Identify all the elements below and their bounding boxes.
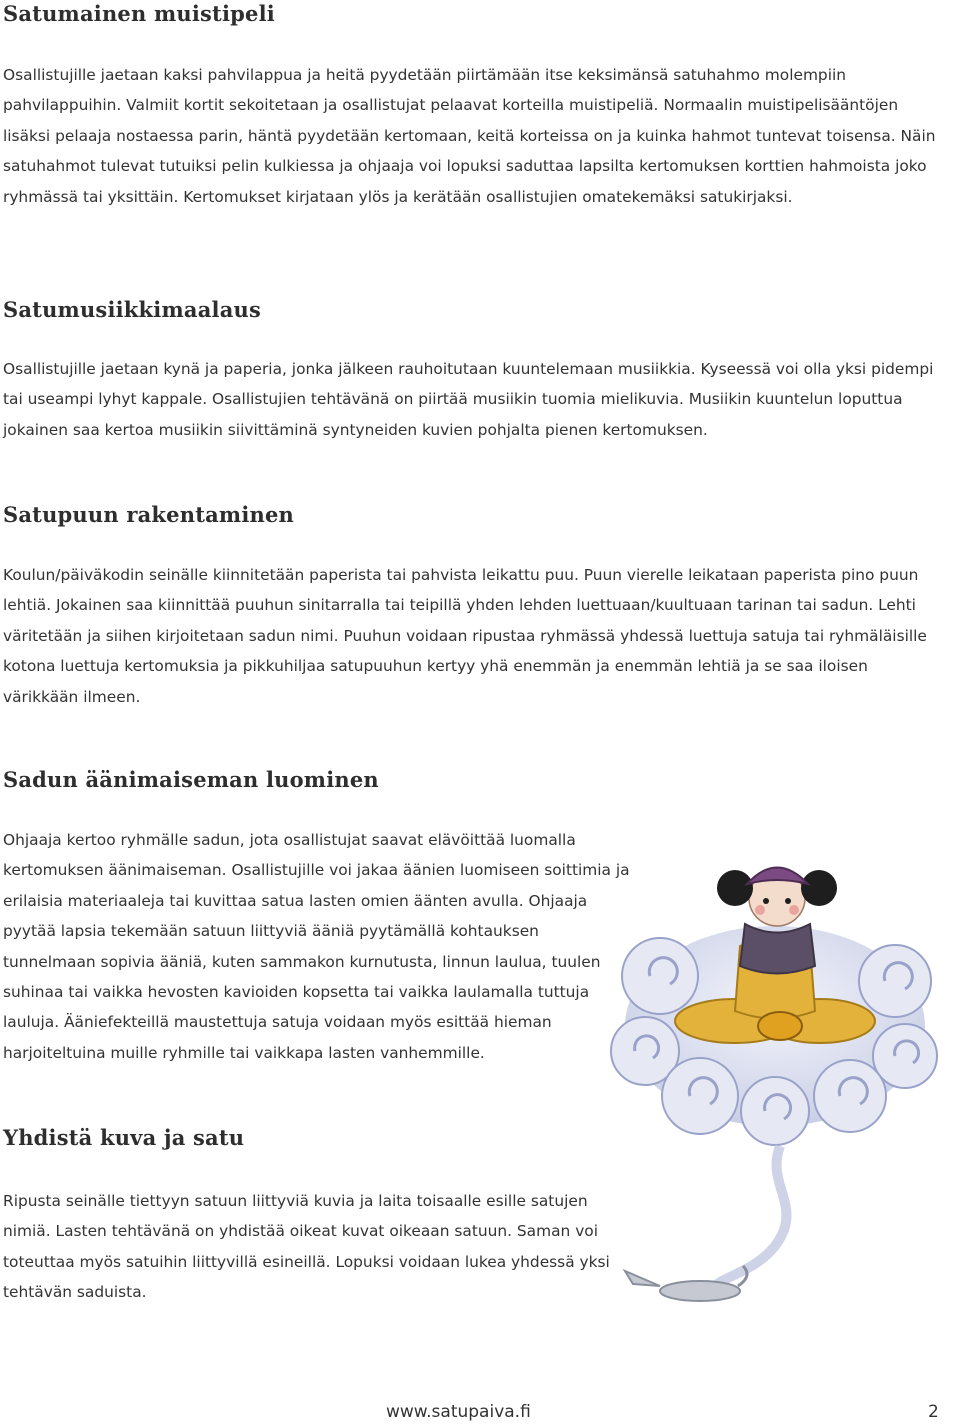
section-heading: Yhdistä kuva ja satu xyxy=(3,1125,245,1150)
section-aanimaisema xyxy=(3,766,643,1068)
section-body: Ohjaaja kertoo ryhmälle sadun, jota osallistujat saavat elävöittää luomalla kertomuksen äänimaiseman. Osallistujille voi jakaa äänien luomiseen soittimia ja erilaisia materiaaleja tai kuvittaa satua lasten omien äänten avulla. Ohjaaja pyytää lapsia tekemään satuun liittyviä ääniä pyytämällä kohtauksen tunnelmaan sopivia ääniä, kuten sammakon kurnutusta, linnun laulua, tuulen suhinaa tai vaikka hevosten kavioiden kopsetta tai vaikka laulamalla tuttuja lauluja. Ääniefekteillä maustettuja satuja voidaan myös esittää hieman harjoiteltuina muille ryhmille tai vaikkapa lasten vanhemmille. xyxy=(3,831,630,1062)
section-heading: Satumainen muistipeli xyxy=(3,1,275,26)
section-heading: Satumusiikkimaalaus xyxy=(3,297,261,322)
page-number: 2 xyxy=(928,1402,939,1422)
section-body: Osallistujille jaetaan kynä ja paperia, jonka jälkeen rauhoitutaan kuuntelemaan musiikkia. Kyseessä voi olla yksi pidempi tai useampi lyhyt kappale. Osallistujien tehtävänä on piirtää musiikin tuomia mielikuvia. Musiikin kuuntelun loputtua jokainen saa kertoa musiikin siivittäminä syntyneiden kuvien pohjalta pienen kertomuksen. xyxy=(3,360,934,439)
section-heading: Satupuun rakentaminen xyxy=(3,502,294,527)
section-body: Osallistujille jaetaan kaksi pahvilappua ja heitä pyydetään piirtämään itse keksimänsä satuhahmo molempiin pahvilappuihin. Valmiit kortit sekoitetaan ja osallistujat pelaavat korteilla muistipeliä. Normaalin muistipelisääntöjen lisäksi pelaaja nostaessa parin, häntä pyydetään kertomaan, keitä korteissa on ja kuinka hahmot tuntevat toisensa. Näin satuhahmot tulevat tutuiksi pelin kulkiessa ja ohjaaja voi lopuksi saduttaa lapsilta kertomuksen korttien hahmoista joko ryhmässä tai yksittäin. Kertomukset kirjataan ylös ja kerätään osallistujien omatekemäksi satukirjaksi. xyxy=(3,66,936,206)
section-musiikkimaalaus xyxy=(3,296,953,445)
section-kuva-ja-satu xyxy=(3,1124,633,1308)
section-body: Ripusta seinälle tiettyyn satuun liittyviä kuvia ja laita toisaalle esille satujen nimiä. Lasten tehtävänä on yhdistää oikeat kuvat oikeaan satuun. Saman voi toteuttaa myös satuihin liittyvillä esineillä. Lopuksi voidaan lukea yhdessä yksi tehtävän saduista. xyxy=(3,1192,610,1302)
section-body: Koulun/päiväkodin seinälle kiinnitetään paperista tai pahvista leikattu puu. Puun vierelle leikataan paperista pino puun lehtiä. Jokainen saa kiinnittää puuhun sinitarralla tai teipillä yhden lehden luettuaan/kuultuaan tarinan tai sadun. Lehti väritetään ja siihen kirjoitetaan sadun nimi. Puuhun voidaan ripustaa ryhmässä yhdessä luettuja satuja tai ryhmäläisille kotona luettuja kertomuksia ja pikkuhiljaa satupuuhun kertyy yhä enemmän ja enemmän lehtiä ja se saa iloisen värikkään ilmeen. xyxy=(3,566,927,706)
section-heading: Sadun äänimaiseman luominen xyxy=(3,767,379,792)
genie-lamp-icon xyxy=(625,1266,747,1301)
footer-url-link[interactable]: www.satupaiva.fi xyxy=(386,1402,531,1422)
section-muistipeli xyxy=(3,0,953,212)
girl-on-cloud-illustration xyxy=(605,846,945,1306)
section-satupuu xyxy=(3,501,953,712)
smoke-trail-icon xyxy=(715,1146,786,1286)
